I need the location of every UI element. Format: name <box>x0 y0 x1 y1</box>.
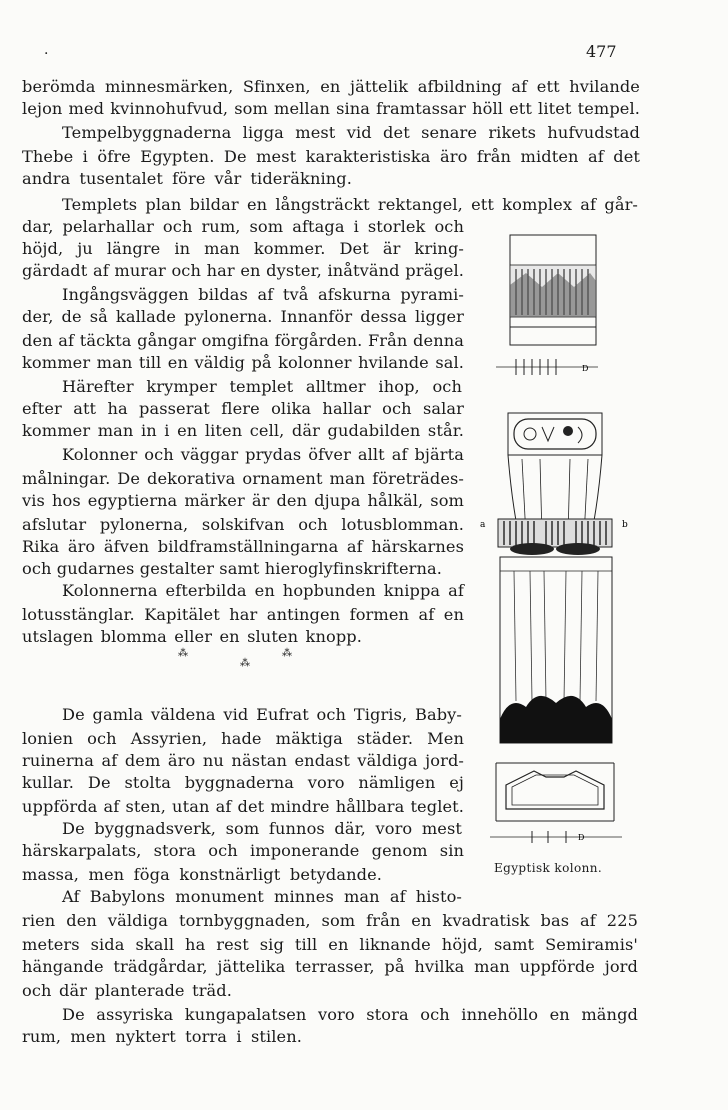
text-line: meters sida skall ha rest sig till en liknande höjd, samt Semiramis' <box>22 935 638 954</box>
text-line: lonien och Assyrien, hade mäktiga städer. Men <box>22 729 464 748</box>
text-line: rien den väldiga tornbyggnaden, som från en kvadratisk bas af 225 <box>22 911 638 930</box>
text-line: Tempelbyggnaderna ligga mest vid det senare rikets hufvudstad <box>62 123 640 142</box>
egyptian-column-illustration <box>480 225 628 865</box>
text-line: berömda minnesmärken, Sfinxen, en jättelik afbildning af ett hvilande <box>22 77 640 96</box>
text-line: uppförda af sten, utan af det mindre hållbara teglet. <box>22 797 464 816</box>
text-line: den af täckta gångar omgifna förgården. Från denna <box>22 331 464 350</box>
text-line: Af Babylons monument minnes man af histo- <box>62 887 462 906</box>
text-line: der, de så kallade pylonerna. Innanför dessa ligger <box>22 307 464 326</box>
separator-star: ⁂ <box>282 648 292 659</box>
text-line: höjd, ju längre in man kommer. Det är kring- <box>22 239 464 258</box>
text-line: Kolonnerna efterbilda en hopbunden knippa af <box>62 581 464 600</box>
text-line: Thebe i öfre Egypten. De mest karakteristiska äro från midten af det <box>22 147 640 166</box>
figure-label-d-top: D <box>582 364 589 373</box>
text-line: andra tusentalet före vår tideräkning. <box>22 169 352 188</box>
text-line: vis hos egyptierna märker är den djupa hålkäl, som <box>22 491 464 510</box>
text-line: Kolonner och väggar prydas öfver allt af bjärta <box>62 445 464 464</box>
text-line: och gudarnes gestalter samt hieroglyfinskrifterna. <box>22 559 442 578</box>
text-line: Rika äro äfven bildframställningarna af härskarnes <box>22 537 464 556</box>
figure-label-d-bottom: D <box>578 833 585 842</box>
text-line: ruinerna af dem äro nu nästan endast väldiga jord- <box>22 751 464 770</box>
separator-star: ⁂ <box>240 658 250 669</box>
text-line: kullar. De stolta byggnaderna voro nämligen ej <box>22 773 464 792</box>
text-line: Härefter krymper templet alltmer ihop, och <box>62 377 462 396</box>
page-dot: · <box>44 46 49 62</box>
text-line: härskarpalats, stora och imponerande genom sin <box>22 841 464 860</box>
figure-label-b: b <box>622 520 628 530</box>
separator-star: ⁂ <box>178 648 188 659</box>
column-drawing <box>480 225 628 865</box>
text-line: hängande trädgårdar, jättelika terrasser, på hvilka man uppförde jord <box>22 957 638 976</box>
text-line: målningar. De dekorativa ornament man företrädes- <box>22 469 464 488</box>
text-line: och där planterade träd. <box>22 981 232 1000</box>
text-line: rum, men nyktert torra i stilen. <box>22 1027 302 1046</box>
text-line: kommer man till en väldig på kolonner hvilande sal. <box>22 353 464 372</box>
text-line: kommer man in i en liten cell, där gudabilden står. <box>22 421 464 440</box>
text-line: Templets plan bildar en långsträckt rektangel, ett komplex af går- <box>62 195 638 214</box>
text-line: De assyriska kungapalatsen voro stora och innehöllo en mängd <box>62 1005 638 1024</box>
text-line: utslagen blomma eller en sluten knopp. <box>22 627 362 646</box>
text-line: De byggnadsverk, som funnos där, voro mest <box>62 819 462 838</box>
text-line: gärdadt af murar och har en dyster, inåtvänd prägel. <box>22 261 464 280</box>
text-line: afslutar pylonerna, solskifvan och lotusblomman. <box>22 515 464 534</box>
text-line: massa, men föga konstnärligt betydande. <box>22 865 382 884</box>
text-line: De gamla väldena vid Eufrat och Tigris, Baby- <box>62 705 462 724</box>
page-number: 477 <box>586 42 617 61</box>
figure-caption: Egyptisk kolonn. <box>494 861 603 875</box>
text-line: dar, pelarhallar och rum, som aftaga i storlek och <box>22 217 464 236</box>
figure-label-a: a <box>480 520 486 530</box>
text-line: efter att ha passerat flere olika hallar och salar <box>22 399 464 418</box>
text-line: Ingångsväggen bildas af två afskurna pyrami- <box>62 285 464 304</box>
text-line: lejon med kvinnohufvud, som mellan sina framtassar höll ett litet tempel. <box>22 99 640 118</box>
text-line: lotusstänglar. Kapitälet har antingen formen af en <box>22 605 464 624</box>
